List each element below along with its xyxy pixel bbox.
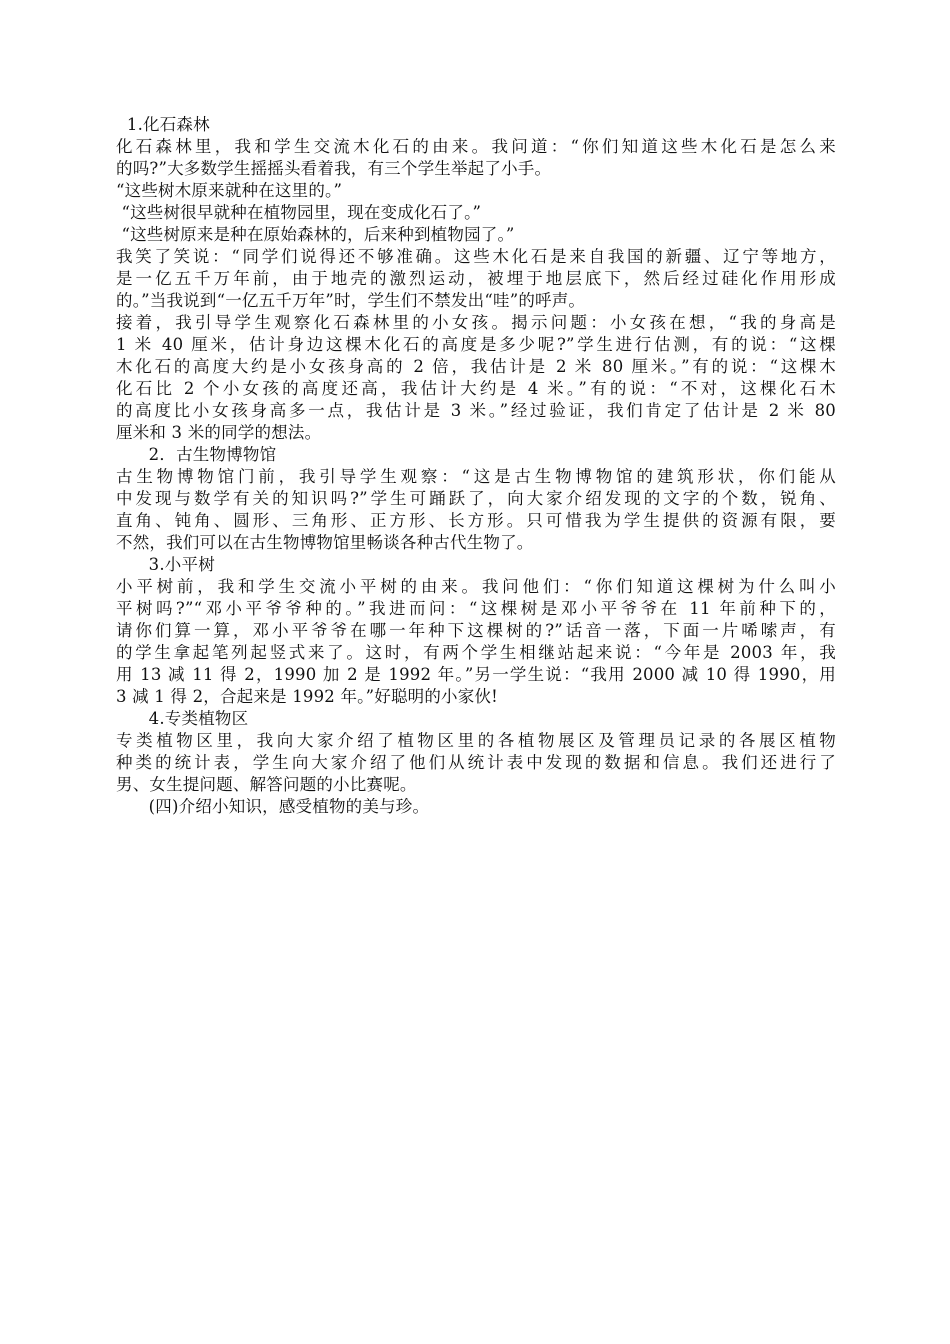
- paragraph-line: 男、女生提问题、解答问题的小比赛呢。: [116, 775, 417, 794]
- paragraph-line: 请你们算一算，邓小平爷爷在哪一年种下这棵树的?”话音一落，下面一片唏嗦声，有: [116, 621, 836, 640]
- paragraph-line: 用 13 减 11 得 2，1990 加 2 是 1992 年。”另一学生说：“我用 2000 减 10 得 1990，用: [116, 665, 836, 684]
- paragraph-line: 的高度比小女孩身高多一点，我估计是 3 米。”经过验证，我们肯定了估计是 2 米 80: [116, 401, 836, 420]
- section-body-plant-area: [116, 730, 836, 796]
- paragraph-line: 木化石的高度大约是小女孩身高的 2 倍，我估计是 2 米 80 厘米。”有的说：“这棵木: [116, 357, 836, 376]
- paragraph-line: 是一亿五千万年前，由于地壳的激烈运动，被埋于地层底下，然后经过硅化作用形成: [116, 269, 836, 288]
- section-heading-paleontology-museum: 2．古生物博物馆: [116, 445, 277, 464]
- paragraph-line: 不然，我们可以在古生物博物馆里畅谈各种古代生物了。: [116, 533, 534, 552]
- section-body-fossil-forest: [116, 136, 836, 444]
- paragraph-line: 3 减 1 得 2，合起来是 1992 年。”好聪明的小家伙!: [116, 687, 498, 706]
- paragraph-line: “这些树原来是种在原始森林的，后来种到植物园了。”: [116, 225, 515, 244]
- section-heading-fossil-forest: 1.化石森林: [116, 115, 210, 134]
- paragraph-line: “这些树很早就种在植物园里，现在变成化石了。”: [116, 203, 482, 222]
- paragraph-line: 古生物博物馆门前，我引导学生观察：“这是古生物博物馆的建筑形状，你们能从: [116, 467, 836, 486]
- paragraph-line: 化石森林里，我和学生交流木化石的由来。我问道：“你们知道这些木化石是怎么来: [116, 137, 836, 156]
- paragraph-line: 接着，我引导学生观察化石森林里的小女孩。揭示问题：小女孩在想，“我的身高是: [116, 313, 836, 332]
- section-heading-plant-knowledge: (四)介绍小知识，感受植物的美与珍。: [116, 797, 430, 816]
- paragraph-line: 平树吗?”“邓小平爷爷种的。”我进而问：“这棵树是邓小平爷爷在 11 年前种下的，: [116, 599, 836, 618]
- document-body: [116, 114, 836, 818]
- paragraph-line: 的。”当我说到“一亿五千万年”时，学生们不禁发出“哇”的呼声。: [116, 291, 586, 310]
- paragraph-line: 化石比 2 个小女孩的高度还高，我估计大约是 4 米。”有的说：“不对，这棵化石木: [116, 379, 836, 398]
- paragraph-line: 直角、钝角、圆形、三角形、正方形、长方形。只可惜我为学生提供的资源有限，要: [116, 511, 836, 530]
- paragraph-line: 的吗?”大多数学生摇摇头看着我，有三个学生举起了小手。: [116, 159, 552, 178]
- paragraph-line: 专类植物区里，我向大家介绍了植物区里的各植物展区及管理员记录的各展区植物: [116, 731, 836, 750]
- paragraph-line: 种类的统计表，学生向大家介绍了他们从统计表中发现的数据和信息。我们还进行了: [116, 753, 836, 772]
- paragraph-line: “这些树木原来就种在这里的。”: [116, 181, 343, 200]
- paragraph-line: 1 米 40 厘米，估计身边这棵木化石的高度是多少呢?”学生进行估测，有的说：“这棵: [116, 335, 836, 354]
- section-heading-plant-area: 4.专类植物区: [116, 709, 249, 728]
- paragraph-line: 中发现与数学有关的知识吗?”学生可踊跃了，向大家介绍发现的文字的个数，锐角、: [116, 489, 836, 508]
- paragraph-line: 的学生拿起笔列起竖式来了。这时，有两个学生相继站起来说：“今年是 2003 年，我: [116, 643, 836, 662]
- paragraph-line: 厘米和 3 米的同学的想法。: [116, 423, 322, 442]
- section-body-paleontology-museum: [116, 466, 836, 554]
- paragraph-line: 小平树前，我和学生交流小平树的由来。我问他们：“你们知道这棵树为什么叫小: [116, 577, 836, 596]
- section-heading-xiaoping-tree: 3.小平树: [116, 555, 215, 574]
- paragraph-line: 我笑了笑说：“同学们说得还不够准确。这些木化石是来自我国的新疆、辽宁等地方，: [116, 247, 836, 266]
- section-body-xiaoping-tree: [116, 576, 836, 708]
